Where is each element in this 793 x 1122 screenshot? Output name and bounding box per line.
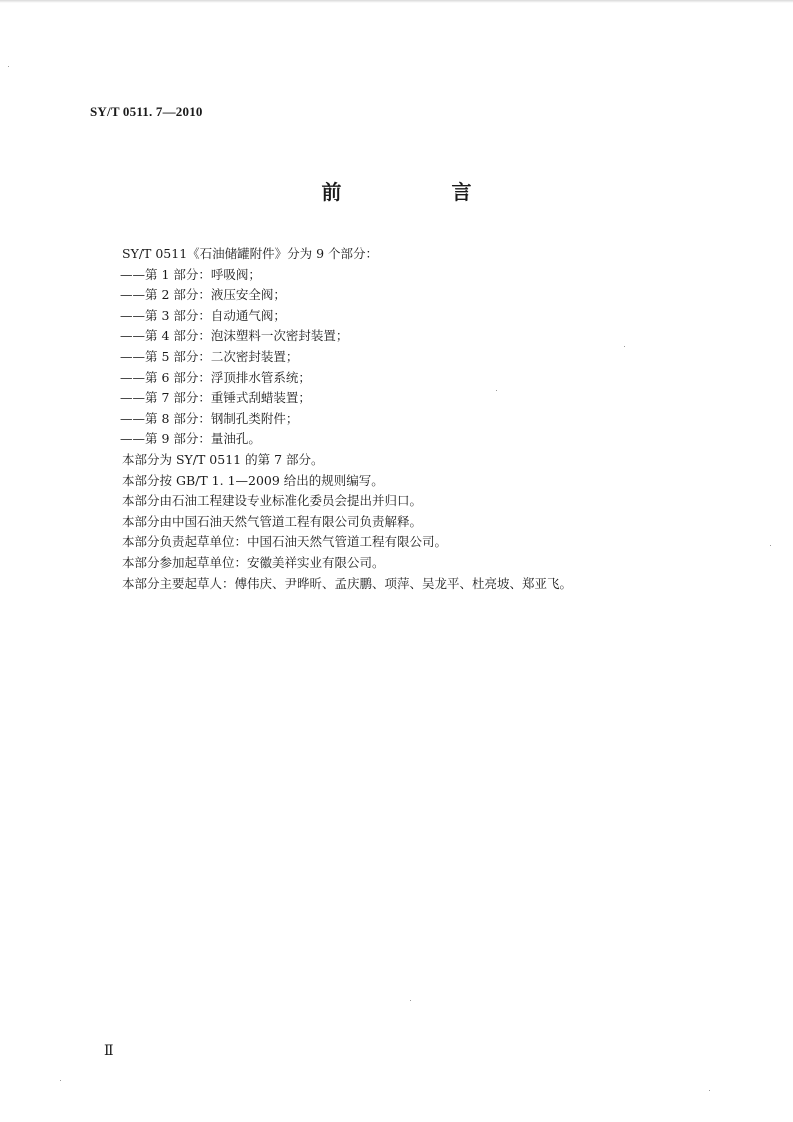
statement-lead-drafter: 本部分负责起草单位：中国石油天然气管道工程有限公司。 — [122, 534, 448, 550]
scan-speck — [496, 390, 497, 391]
part-item: ——第 9 部分：量油孔。 — [120, 431, 261, 447]
standard-code: SY/T 0511. 7—2010 — [90, 104, 203, 119]
part-item: ——第 6 部分：浮顶排水管系统； — [120, 369, 311, 385]
intro-text: SY/T 0511《石油储罐附件》分为 9 个部分： — [122, 246, 379, 261]
part-item: ——第 7 部分：重锤式刮蜡装置； — [120, 390, 311, 406]
statement-drafting-rules: 本部分按 GB/T 1. 1—2009 给出的规则编写。 — [122, 472, 384, 488]
part-item: ——第 3 部分：自动通气阀； — [120, 307, 286, 323]
scan-speck — [770, 545, 771, 546]
page-title: 前 言 — [321, 180, 517, 204]
statement-participating-drafter: 本部分参加起草单位：安徽美祥实业有限公司。 — [122, 554, 385, 570]
part-item: ——第 4 部分：泡沫塑料一次密封装置； — [120, 328, 349, 344]
statement-part-number: 本部分为 SY/T 0511 的第 7 部分。 — [122, 451, 324, 467]
scan-speck — [624, 346, 625, 347]
scan-speck — [709, 1090, 710, 1091]
scan-speck — [410, 1000, 411, 1001]
scan-speck — [8, 66, 9, 67]
scan-speck — [60, 1080, 61, 1081]
part-item: ——第 2 部分：液压安全阀； — [120, 287, 286, 303]
statement-main-drafters: 本部分主要起草人：傅伟庆、尹晔昕、孟庆鹏、项萍、吴龙平、杜亮坡、郑亚飞。 — [122, 575, 573, 591]
page-number: Ⅱ — [104, 1044, 114, 1059]
part-item: ——第 8 部分：钢制孔类附件； — [120, 410, 299, 426]
part-item: ——第 5 部分：二次密封装置； — [120, 348, 299, 364]
scan-edge — [0, 0, 793, 3]
statement-interpretation: 本部分由中国石油天然气管道工程有限公司负责解释。 — [122, 513, 423, 529]
statement-proposer: 本部分由石油工程建设专业标准化委员会提出并归口。 — [122, 493, 423, 509]
part-item: ——第 1 部分：呼吸阀； — [120, 266, 261, 282]
foreword-body — [122, 244, 722, 594]
